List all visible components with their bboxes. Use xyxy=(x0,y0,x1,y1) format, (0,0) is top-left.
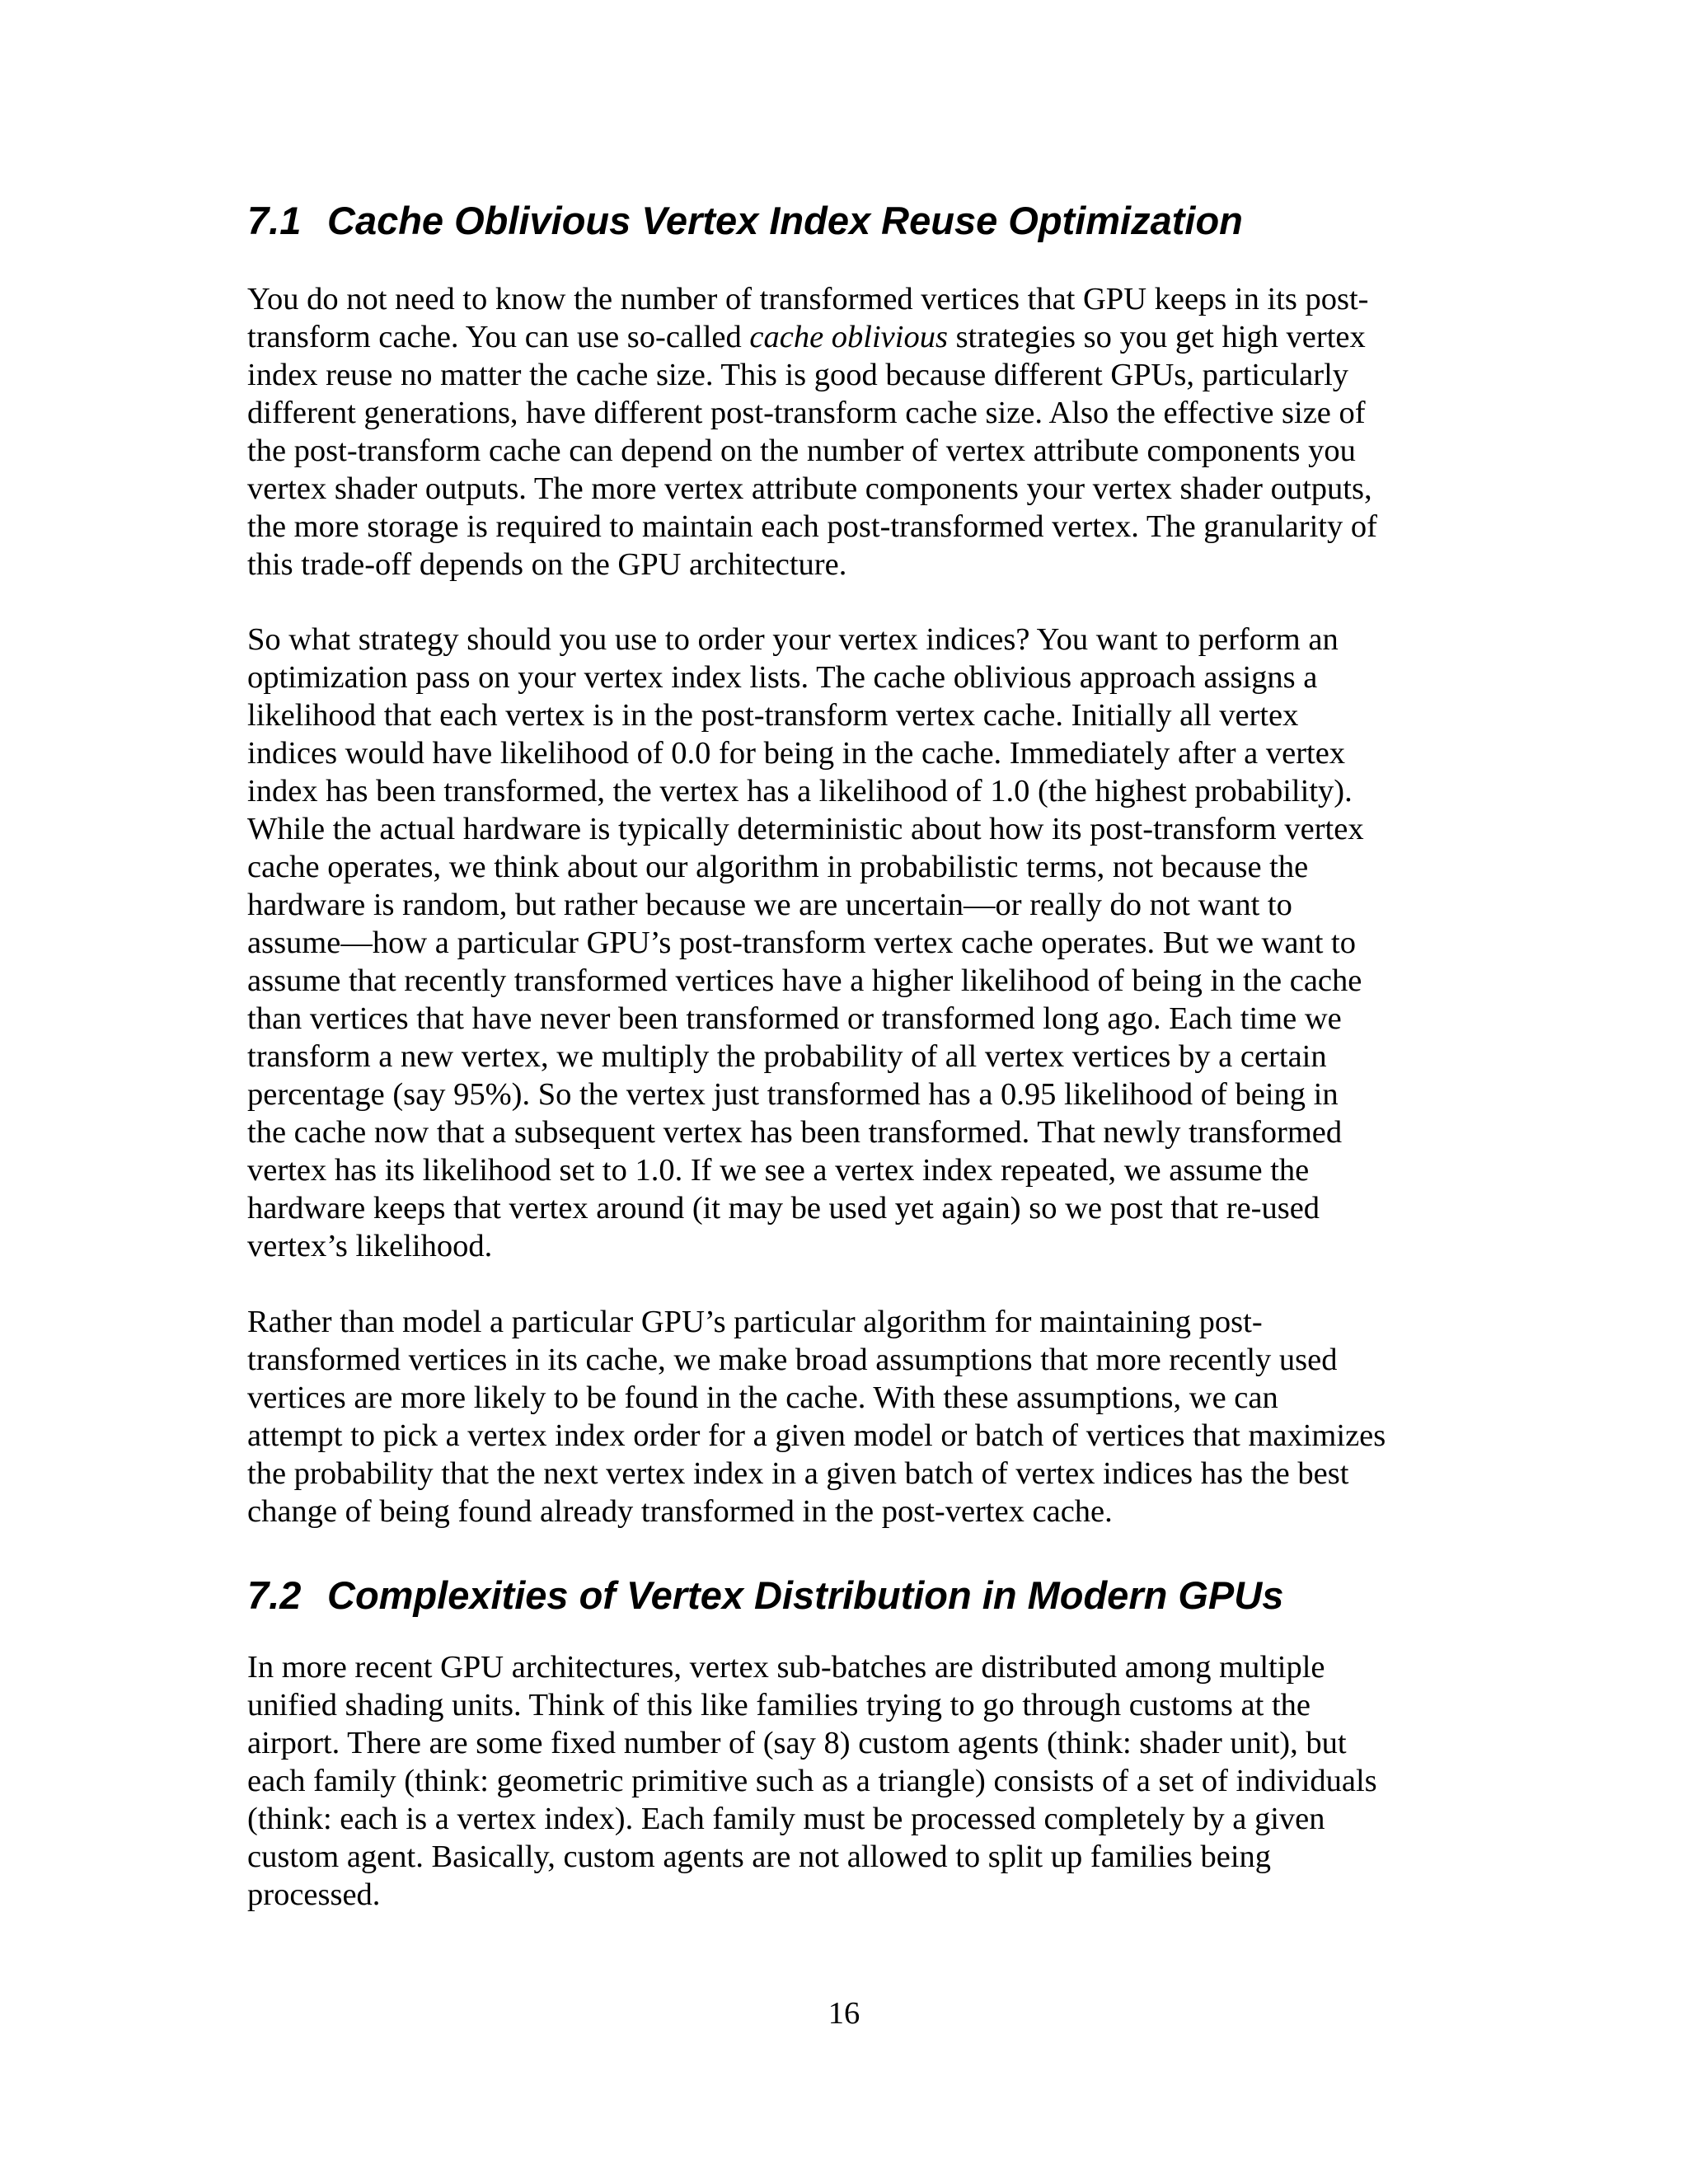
text-line: So what strategy should you use to order your vertex indices? You want to perform an xyxy=(247,622,1339,657)
text-run: strategies so you get high vertex xyxy=(947,320,1366,354)
text-line: assume that recently transformed vertices have a higher likelihood of being in the cache xyxy=(247,963,1362,998)
text-line: cache operates, we think about our algorithm in probabilistic terms, not because the xyxy=(247,850,1309,884)
text-line: transformed vertices in its cache, we make broad assumptions that more recently used xyxy=(247,1343,1338,1377)
text-line: You do not need to know the number of transformed vertices that GPU keeps in its post- xyxy=(247,282,1369,316)
text-line: vertex has its likelihood set to 1.0. If we see a vertex index repeated, we assume the xyxy=(247,1153,1310,1188)
text-line: optimization pass on your vertex index lists. The cache oblivious approach assigns a xyxy=(247,660,1318,695)
text-line: than vertices that have never been transformed or transformed long ago. Each time we xyxy=(247,1001,1342,1036)
text-line: indices would have likelihood of 0.0 for being in the cache. Immediately after a vertex xyxy=(247,736,1346,771)
text-line: percentage (say 95%). So the vertex just transformed has a 0.95 likelihood of being in xyxy=(247,1077,1339,1112)
text-line: the cache now that a subsequent vertex has been transformed. That newly transformed xyxy=(247,1115,1343,1150)
emphasis-text: cache oblivious xyxy=(749,320,948,354)
section-number: 7.2 xyxy=(247,1573,302,1617)
text-line: custom agent. Basically, custom agents are not allowed to split up families being xyxy=(247,1840,1272,1874)
text-line: the more storage is required to maintain each post-transformed vertex. The granularity of xyxy=(247,509,1377,544)
text-line: change of being found already transformed in the post-vertex cache. xyxy=(247,1494,1113,1529)
text-line: (think: each is a vertex index). Each family must be processed completely by a given xyxy=(247,1802,1325,1836)
section-title: Complexities of Vertex Distribution in Modern GPUs xyxy=(327,1573,1284,1617)
text-line: the probability that the next vertex index in a given batch of vertex indices has the best xyxy=(247,1456,1349,1491)
text-line: likelihood that each vertex is in the post-transform vertex cache. Initially all vertex xyxy=(247,698,1299,733)
section-title: Cache Oblivious Vertex Index Reuse Optimization xyxy=(327,199,1243,242)
section-number: 7.1 xyxy=(247,199,302,242)
text-line: index has been transformed, the vertex has a likelihood of 1.0 (the highest probability). xyxy=(247,774,1353,808)
text-line: this trade-off depends on the GPU architecture. xyxy=(247,547,847,582)
paragraph xyxy=(247,280,1451,583)
text-line: attempt to pick a vertex index order for a given model or batch of vertices that maximizes xyxy=(247,1418,1386,1453)
text-line: vertex’s likelihood. xyxy=(247,1229,493,1263)
section-heading-7-2 xyxy=(247,1572,1283,1619)
text-line: hardware is random, but rather because we are uncertain—or really do not want to xyxy=(247,888,1292,922)
section-heading-7-1 xyxy=(247,198,1243,244)
text-line: While the actual hardware is typically deterministic about how its post-transform vertex xyxy=(247,812,1364,846)
text-line: the post-transform cache can depend on the number of vertex attribute components you xyxy=(247,434,1356,468)
text-line: vertex shader outputs. The more vertex attribute components your vertex shader outputs, xyxy=(247,471,1372,506)
text-line: Rather than model a particular GPU’s particular algorithm for maintaining post- xyxy=(247,1305,1263,1339)
text-line: processed. xyxy=(247,1877,381,1912)
text-line: unified shading units. Think of this like families trying to go through customs at the xyxy=(247,1688,1311,1722)
text-line xyxy=(247,318,1451,356)
text-line: In more recent GPU architectures, vertex sub-batches are distributed among multiple xyxy=(247,1650,1325,1685)
paragraph xyxy=(247,621,1451,1265)
text-line: vertices are more likely to be found in the cache. With these assumptions, we can xyxy=(247,1380,1278,1415)
page-number: 16 xyxy=(828,1996,860,2031)
text-line: airport. There are some fixed number of (say 8) custom agents (think: shader unit), but xyxy=(247,1726,1347,1760)
text-line: each family (think: geometric primitive such as a triangle) consists of a set of individuals xyxy=(247,1764,1377,1798)
text-line: transform a new vertex, we multiply the probability of all vertex vertices by a certain xyxy=(247,1039,1327,1074)
text-line: index reuse no matter the cache size. This is good because different GPUs, particularly xyxy=(247,358,1349,392)
text-run: transform cache. You can use so-called xyxy=(247,320,750,354)
text-line: assume—how a particular GPU’s post-transform vertex cache operates. But we want to xyxy=(247,926,1356,960)
paragraph xyxy=(247,1303,1451,1530)
text-line: hardware keeps that vertex around (it may be used yet again) so we post that re-used xyxy=(247,1191,1320,1226)
paragraph xyxy=(247,1648,1451,1914)
text-line: different generations, have different post-transform cache size. Also the effective size of xyxy=(247,396,1366,430)
